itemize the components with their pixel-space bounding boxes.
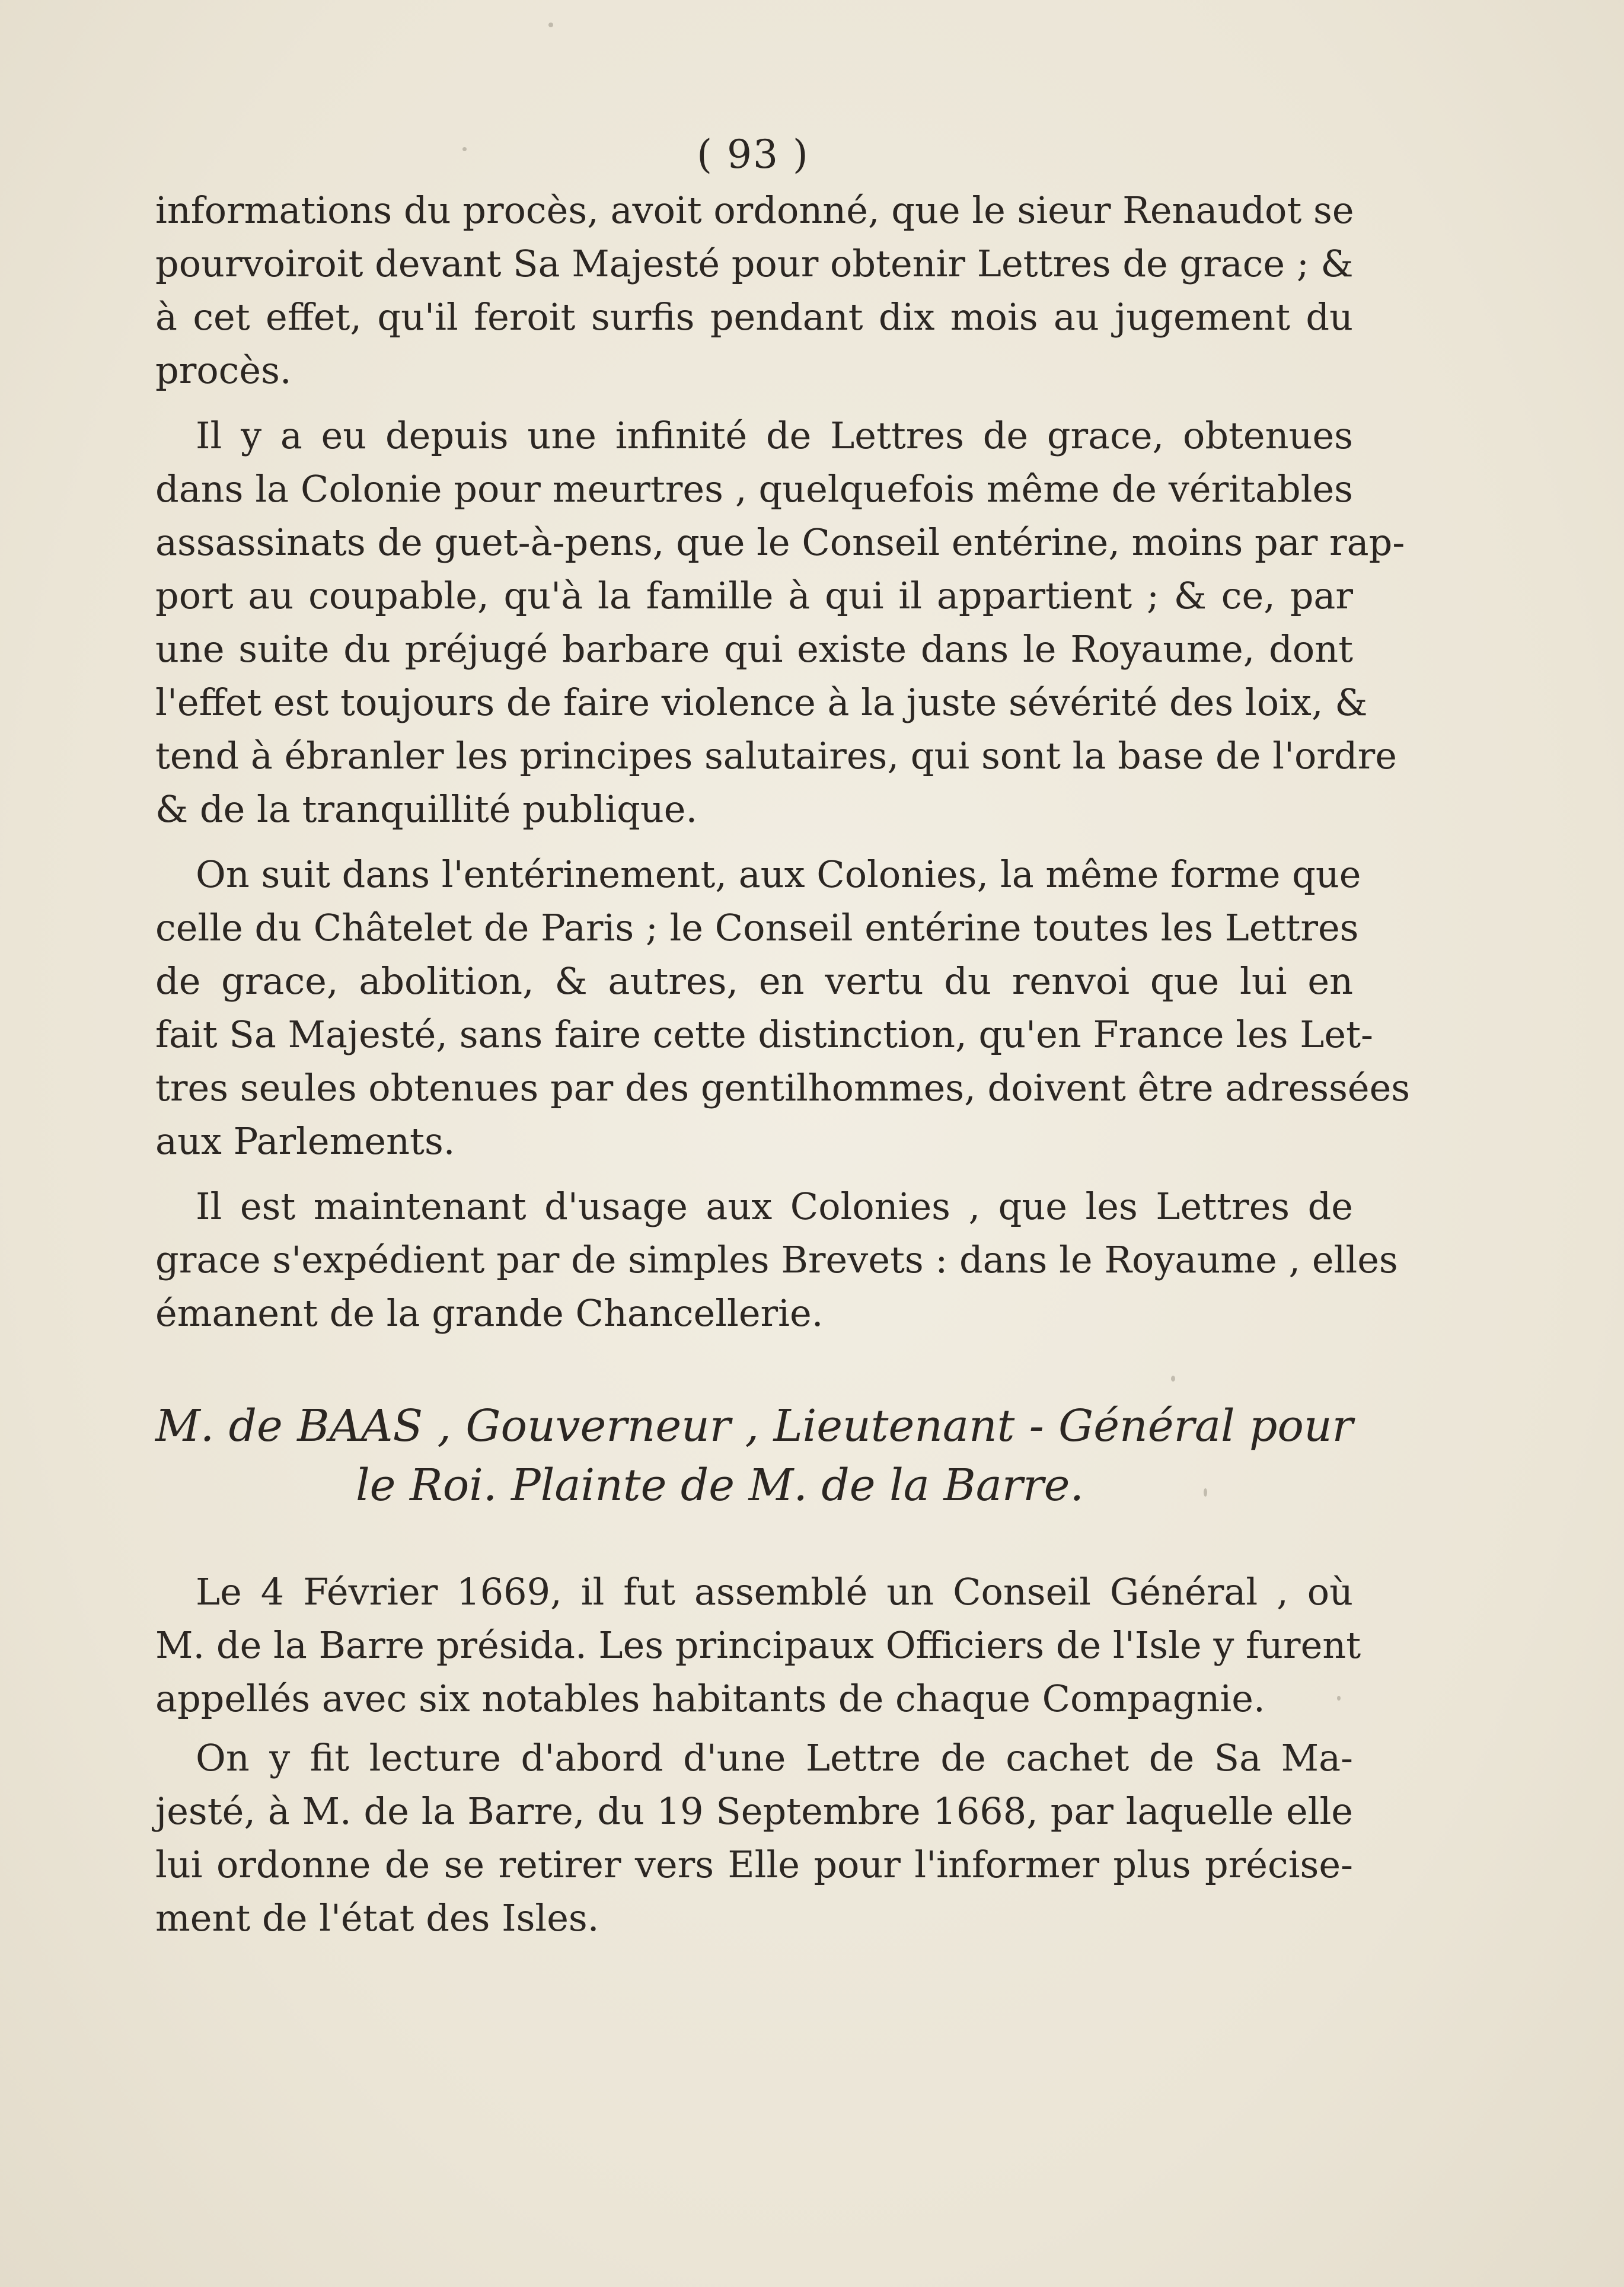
text-line: ment de l'état des Isles.	[155, 1896, 599, 1940]
text-line: grace s'expédient par de simples Brevets : dans le Royaume , elles	[155, 1238, 1398, 1281]
text-line: port au coupable, qu'à la famille à qui il appartient ; & ce, par	[155, 574, 1353, 617]
text-line: On y fit lecture d'abord d'une Lettre de cachet de Sa Ma-	[196, 1736, 1353, 1779]
heading-line: le Roi. Plainte de M. de la Barre.	[356, 1460, 1084, 1511]
text-line: Il y a eu depuis une infinité de Lettres de grace, obtenues	[196, 414, 1353, 457]
text-line: M. de la Barre présida. Les principaux Officiers de l'Isle y furent	[155, 1623, 1361, 1667]
text-line: fait Sa Majesté, sans faire cette distinction, qu'en France les Let-	[155, 1013, 1373, 1056]
text-line: Il est maintenant d'usage aux Colonies , que les Lettres de	[196, 1185, 1353, 1228]
text-line: Le 4 Février 1669, il fut assemblé un Conseil Général , où	[196, 1570, 1353, 1613]
text-line: assassinats de guet-à-pens, que le Conseil entérine, moins par rap-	[155, 521, 1405, 564]
text-line: lui ordonne de se retirer vers Elle pour l'informer plus précise-	[155, 1843, 1353, 1886]
text-line: aux Parlements.	[155, 1119, 455, 1163]
ink-speck	[462, 147, 467, 151]
text-line: l'effet est toujours de faire violence à la juste sévérité des loix, &	[155, 681, 1368, 724]
text-line: procès.	[155, 349, 292, 392]
ink-speck	[1171, 1376, 1175, 1382]
ink-speck	[548, 23, 553, 27]
text-line: appellés avec six notables habitants de chaque Compagnie.	[155, 1677, 1265, 1720]
ink-speck	[1204, 1488, 1207, 1497]
text-line: à cet effet, qu'il feroit surfis pendant dix mois au jugement du	[155, 295, 1353, 339]
text-line: tres seules obtenues par des gentilhommes, doivent être adressées	[155, 1066, 1411, 1109]
text-line: pourvoiroit devant Sa Majesté pour obtenir Lettres de grace ; &	[155, 242, 1354, 285]
text-line: celle du Châtelet de Paris ; le Conseil entérine toutes les Lettres	[155, 906, 1359, 949]
page-number: ( 93 )	[697, 132, 809, 177]
heading-line: M. de BAAS , Gouverneur , Lieutenant - Général pour	[155, 1401, 1353, 1452]
text-line: informations du procès, avoit ordonné, que le sieur Renaudot se	[155, 189, 1354, 232]
text-line: On suit dans l'entérinement, aux Colonies, la même forme que	[196, 853, 1361, 896]
text-line: de grace, abolition, & autres, en vertu du renvoi que lui en	[155, 959, 1353, 1003]
text-line: une suite du préjugé barbare qui existe dans le Royaume, dont	[155, 627, 1353, 671]
text-line: tend à ébranler les principes salutaires, qui sont la base de l'ordre	[155, 734, 1397, 777]
text-line: émanent de la grande Chancellerie.	[155, 1291, 824, 1335]
text-line: & de la tranquillité publique.	[155, 787, 698, 831]
text-line: jesté, à M. de la Barre, du 19 Septembre 1668, par laquelle elle	[155, 1790, 1353, 1833]
text-line: dans la Colonie pour meurtres , quelquefois même de véritables	[155, 467, 1353, 511]
